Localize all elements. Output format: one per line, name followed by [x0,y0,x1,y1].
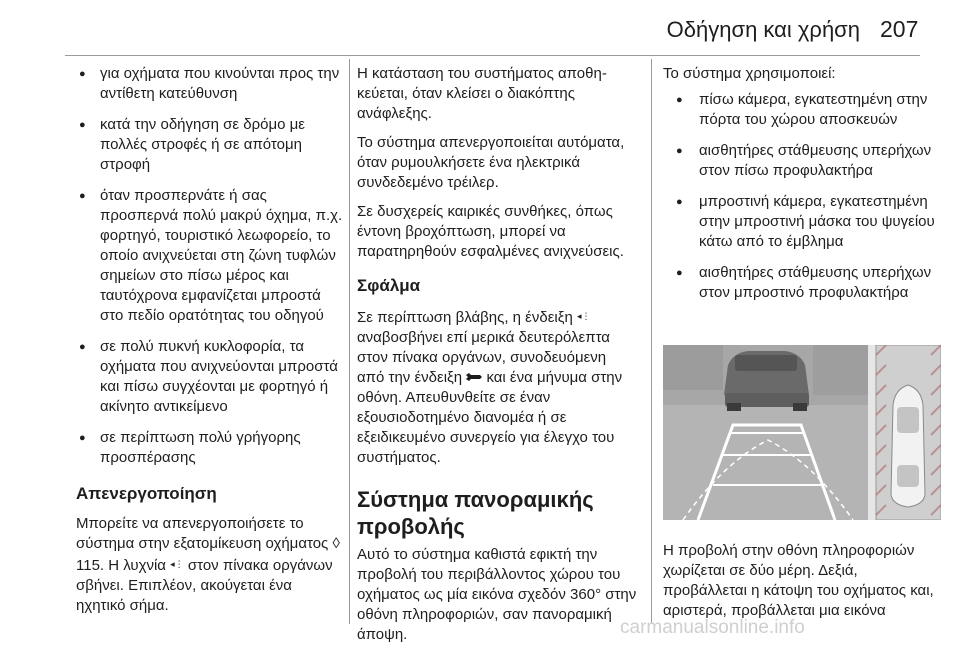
fault-text: αναβοσβήνει επί μερικά δευτερόλεπτα στον πίνακα οργάνων, συνοδευόμενη από την ένδειξη [357,329,610,386]
system-uses-intro: Το σύστημα χρησιμοποιεί: [663,65,836,82]
rear-camera-view [663,345,868,520]
paragraph: Η κατάσταση του συστήματος αποθηκεύεται, όταν κλείσει ο διακόπτης ανάφλεξης. [357,65,607,122]
list-item: ● σε πολύ πυκνή κυκλοφορία, τα οχήματα που ανιχνεύονται μπροστά και πίσω συγχέονται με φορτηγό ή ακίνητο αντικείμενο [76,337,344,417]
components-list [663,90,943,303]
page-number: 207 [880,16,919,42]
deactivation-heading: Απενεργοποίηση [76,484,217,503]
deactivation-text: 115. Η λυχνία [76,557,166,574]
column-right [663,64,943,314]
list-item: ● αισθητήρες στάθμευσης υπερήχων στον μπροστινό προφυλακτήρα [663,263,943,303]
wrench-icon [466,373,482,381]
running-header-title: Οδήγηση και χρήση [666,17,860,42]
page-reference-arrow-icon: ◊ [332,535,340,552]
paragraph: Το σύστημα απενεργοποιείται αυτόματα, όταν ρυμουλκήσετε ένα ηλεκτρικά συνδεδεμένο τρέιλερ. [357,134,625,191]
panoramic-intro-paragraph: Αυτό το σύστημα καθιστά εφικτή την προβολή του περιβάλλοντος χώρου του οχήματος ως μία εικόνα σχεδόν 360° στην οθόνη πληροφοριών, σαν πανοραμική άποψη. [357,546,637,643]
side-blind-zone-icon: ◂⋮ [170,559,184,569]
fault-text: Σε περίπτωση βλάβης, η ένδειξη [357,309,573,326]
side-blind-zone-icon: ◂⋮ [576,311,591,321]
header-rule [65,55,920,56]
list-item: ● μπροστινή κάμερα, εγκατεστημένη στην μπροστινή μάσκα του ψυγείου κάτω από το έμβλημα [663,192,943,252]
fault-text: και ένα μήνυμα στην οθόνη. Απευθυνθείτε σε έναν εξουσιοδοτημένο διανομέα ή σε εξειδικευμένο συνεργείο για έλεγχο του συστήματος. [357,369,623,466]
column-middle [357,64,637,654]
column-divider [349,59,350,624]
deactivation-text: στον πίνακα οργάνων σβήνει. Επιπλέον, ακούγεται ένα ηχητικό σήμα. [76,557,333,614]
panoramic-view-illustration [663,345,941,520]
deactivation-paragraph [76,514,344,616]
fault-paragraph [357,306,637,468]
list-item: ● κατά την οδήγηση σε δρόμο με πολλές στροφές ή σε απότομη στροφή [76,115,344,175]
view-separator [868,345,876,520]
watermark: carmanualsonline.info [620,617,805,638]
column-divider [651,59,652,624]
list-item: ● αισθητήρες στάθμευσης υπερήχων στον πίσω προφυλακτήρα [663,141,943,181]
panoramic-section-heading: Σύστημα πανοραμικής προβολής [357,487,594,539]
list-item: ● όταν προσπερνάτε ή σας προσπερνά πολύ μακρύ όχημα, π.χ. φορτηγό, τουριστικό λεωφορείο, το οποίο ανιχνεύεται στη ζώνη τυφλών σημείων στο πίσω μέρος και ταυτόχρονα εμφανίζεται μπροστά στο πεδίο ορατότητας του οδηγού [76,186,344,326]
list-item: ● σε περίπτωση πολύ γρήγορης προσπέρασης [76,428,344,468]
fault-heading: Σφάλμα [357,276,421,295]
conditions-list [76,64,344,468]
deactivation-text: Μπορείτε να απενεργοποιήσετε το σύστημα στην εξατομίκευση οχήματος [76,515,329,552]
list-item: ● για οχήματα που κινούνται προς την αντίθετη κατεύθυνση [76,64,344,104]
column-left [76,64,344,625]
paragraph: Σε δυσχερείς καιρικές συνθήκες, όπως έντονη βροχόπτωση, μπορεί να παρατηρηθούν εσφαλμένες ανιχνεύσεις. [357,203,624,260]
figure-caption: Η προβολή στην οθόνη πληροφοριών χωρίζεται σε δύο μέρη. Δεξιά, προβάλλεται η κάτοψη του οχήματος και, αριστερά, προβάλλεται μια εικόνα [663,542,934,619]
list-item: ● πίσω κάμερα, εγκατεστημένη στην πόρτα του χώρου αποσκευών [663,90,943,130]
top-view-of-vehicle [876,345,941,520]
